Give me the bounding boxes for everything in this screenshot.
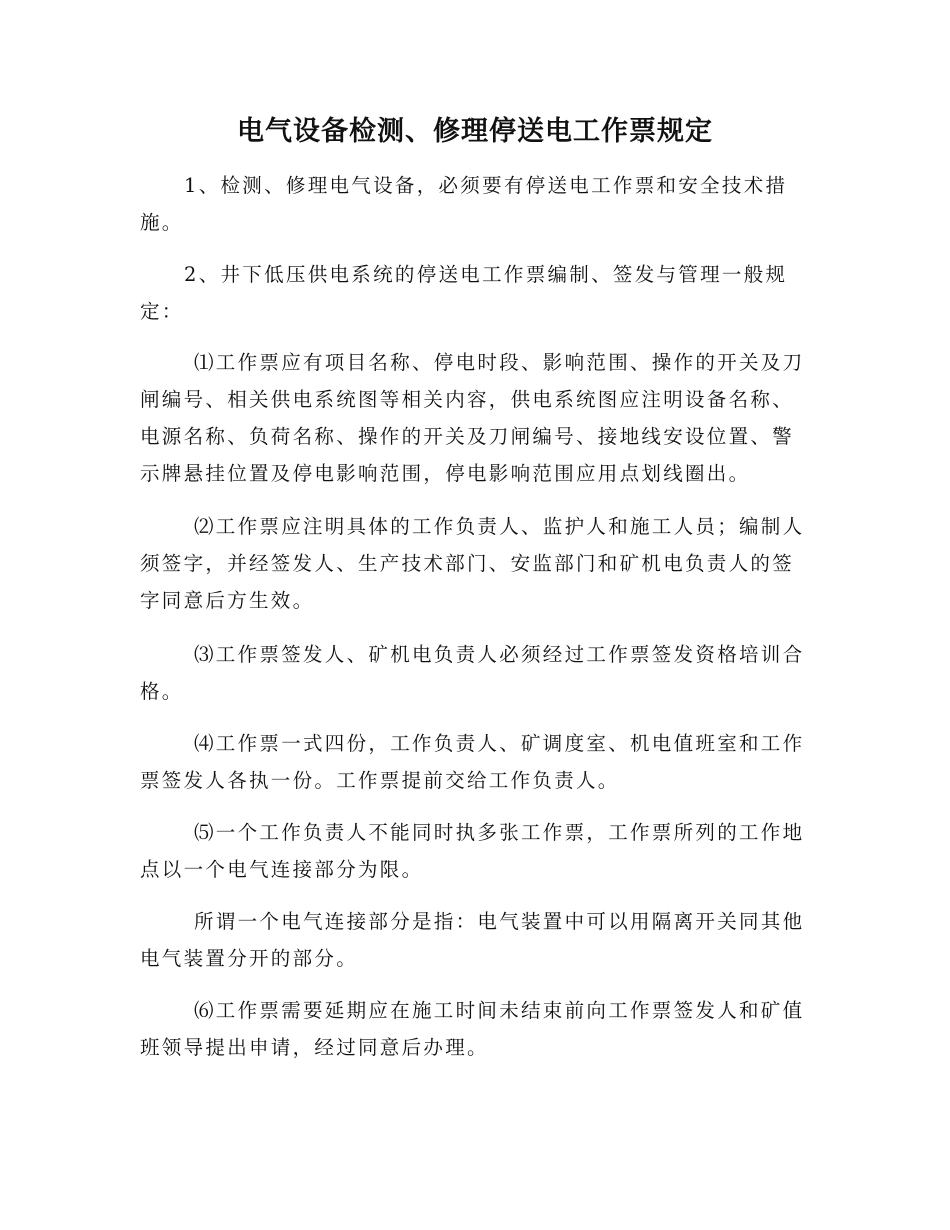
- document-title: 电气设备检测、修理停送电工作票规定: [237, 116, 713, 147]
- paragraph-1: 1、检测、修理电气设备，必须要有停送电工作票和安全技术措施。: [140, 174, 788, 234]
- paragraph-item-1: ⑴工作票应有项目名称、停电时段、影响范围、操作的开关及刀闸编号、相关供电系统图等相关内容，供电系统图应注明设备名称、电源名称、负荷名称、操作的开关及刀闸编号、接地线安设位置、警示牌悬挂位置及停电影响范围，停电影响范围应用点划线圈出。: [140, 351, 805, 485]
- paragraph-2: 2、井下低压供电系统的停送电工作票编制、签发与管理一般规定：: [140, 263, 788, 323]
- paragraph-item-4: ⑷工作票一式四份，工作负责人、矿调度室、机电值班室和工作票签发人各执一份。工作票提前交给工作负责人。: [140, 732, 805, 792]
- paragraph-item-5: ⑸一个工作负责人不能同时执多张工作票，工作票所列的工作地点以一个电气连接部分为限。: [140, 821, 805, 881]
- paragraph-item-6: ⑹工作票需要延期应在施工时间未结束前向工作票签发人和矿值班领导提出申请，经过同意后办理。: [140, 999, 805, 1059]
- paragraph-item-3: ⑶工作票签发人、矿机电负责人必须经过工作票签发资格培训合格。: [140, 643, 805, 703]
- paragraph-item-2: ⑵工作票应注明具体的工作负责人、监护人和施工人员；编制人须签字，并经签发人、生产技术部门、安监部门和矿机电负责人的签字同意后方生效。: [140, 515, 805, 612]
- paragraph-definition: 所谓一个电气连接部分是指：电气装置中可以用隔离开关同其他电气装置分开的部分。: [140, 910, 805, 970]
